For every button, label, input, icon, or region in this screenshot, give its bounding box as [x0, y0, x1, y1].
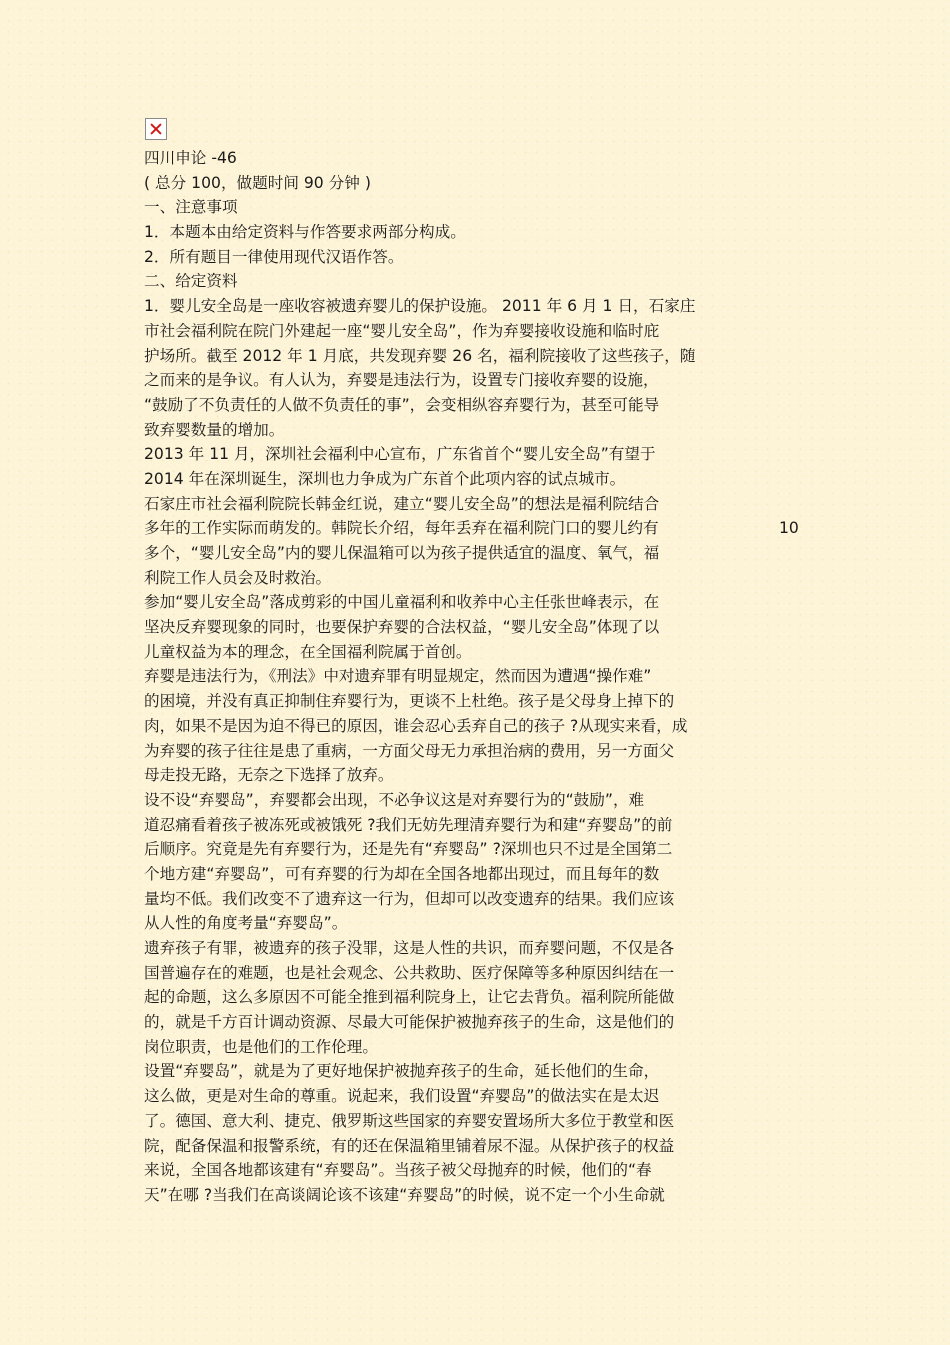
text-line-content: 的，就是千方百计调动资源、尽最大可能保护被抛弃孩子的生命，这是他们的	[144, 1013, 675, 1032]
text-line-content: 后顺序。究竟是先有弃婴行为，还是先有“弃婴岛” ?深圳也只不过是全国第二	[144, 840, 673, 859]
text-line-content: 2013 年 11 月，深圳社会福利中心宣布，广东省首个“婴儿安全岛”有望于	[144, 445, 656, 464]
exam-info: ( 总分 100，做题时间 90 分钟 )	[144, 173, 371, 192]
text-line	[144, 319, 814, 344]
text-line-content: 来说，全国各地都该建有“弃婴岛”。当孩子被父母抛弃的时候，他们的“春	[144, 1161, 652, 1180]
text-line	[144, 1035, 814, 1060]
document-body	[144, 195, 814, 1207]
text-line-content: 的困境，并没有真正抑制住弃婴行为，更谈不上杜绝。孩子是父母身上掉下的	[144, 692, 675, 711]
text-line-content: 这么做，更是对生命的尊重。说起来，我们设置“弃婴岛”的做法实在是太迟	[144, 1087, 660, 1106]
text-line-content: 天”在哪 ?当我们在高谈阔论该不该建“弃婴岛”的时候，说不定一个小生命就	[144, 1185, 665, 1204]
text-line	[144, 887, 814, 912]
text-line-content: 设置“弃婴岛”，就是为了更好地保护被抛弃孩子的生命，延长他们的生命，	[144, 1062, 660, 1081]
text-line-content: 了。德国、意大利、捷克、俄罗斯这些国家的弃婴安置场所大多位于教堂和医	[144, 1111, 675, 1130]
text-line-content: 母走投无路，无奈之下选择了放弃。	[144, 766, 394, 785]
text-line-content: 量均不低。我们改变不了遗弃这一行为，但却可以改变遗弃的结果。我们应该	[144, 889, 675, 908]
text-line	[144, 689, 814, 714]
text-line-content: 1．本题本由给定资料与作答要求两部分构成。	[144, 223, 466, 242]
text-line-content: 2．所有题目一律使用现代汉语作答。	[144, 247, 404, 266]
text-line	[144, 294, 814, 319]
text-line-content: 为弃婴的孩子往往是患了重病，一方面父母无力承担治病的费用，另一方面父	[144, 741, 675, 760]
text-line-content: 石家庄市社会福利院院长韩金红说，建立“婴儿安全岛”的想法是福利院结合	[144, 494, 660, 513]
text-line-content: 岗位职责，也是他们的工作伦理。	[144, 1037, 378, 1056]
text-line-content: 市社会福利院在院门外建起一座“婴儿安全岛”，作为弃婴接收设施和临时庇	[144, 321, 660, 340]
text-line	[144, 541, 814, 566]
text-line	[144, 516, 814, 541]
text-line	[144, 961, 814, 986]
text-line	[144, 985, 814, 1010]
text-line-content: 二、给定资料	[144, 272, 238, 291]
text-line	[144, 788, 814, 813]
text-line	[144, 1084, 814, 1109]
text-line	[144, 269, 814, 294]
text-line	[144, 664, 814, 689]
text-line-content: 护场所。截至 2012 年 1 月底，共发现弃婴 26 名，福利院接收了这些孩子，随	[144, 346, 696, 365]
text-line-content: 多年的工作实际而萌发的。韩院长介绍，每年丢弃在福利院门口的婴儿约有	[144, 519, 659, 538]
text-line	[144, 344, 814, 369]
text-line-content: 利院工作人员会及时救治。	[144, 568, 332, 587]
text-line	[144, 1158, 814, 1183]
text-line	[144, 813, 814, 838]
text-line-content: 起的命题，这么多原因不可能全推到福利院身上，让它去背负。福利院所能做	[144, 988, 675, 1007]
text-line	[144, 1059, 814, 1084]
text-line-content: 院，配备保温和报警系统，有的还在保温箱里铺着尿不湿。从保护孩子的权益	[144, 1136, 675, 1155]
doc-title: 四川申论 -46	[144, 149, 237, 167]
text-line	[144, 368, 814, 393]
text-line-content: 1．婴儿安全岛是一座收容被遗弃婴儿的保护设施。 2011 年 6 月 1 日，石家庄	[144, 297, 696, 316]
text-line	[144, 1010, 814, 1035]
text-line	[144, 936, 814, 961]
text-line-content: 多个，“婴儿安全岛”内的婴儿保温箱可以为孩子提供适宜的温度、氧气，福	[144, 544, 660, 562]
text-line-content: 参加“婴儿安全岛”落成剪彩的中国儿童福利和收养中心主任张世峰表示，在	[144, 593, 660, 612]
text-line	[144, 640, 814, 665]
text-line-content: 儿童权益为本的理念，在全国福利院属于首创。	[144, 642, 472, 661]
text-line	[144, 763, 814, 788]
text-line-content: 遗弃孩子有罪，被遗弃的孩子没罪，这是人性的共识，而弃婴问题，不仅是各	[144, 939, 675, 957]
text-line	[144, 418, 814, 443]
text-line-content: 肉，如果不是因为迫不得已的原因，谁会忍心丢弃自己的孩子 ?从现实来看，成	[144, 716, 688, 735]
text-line-content: 个地方建“弃婴岛”，可有弃婴的行为却在全国各地都出现过，而且每年的数	[144, 864, 660, 883]
text-line-content: 国普遍存在的难题，也是社会观念、公共救助、医疗保障等多种原因纠结在一	[144, 963, 675, 982]
text-line-content: 设不设“弃婴岛”，弃婴都会出现，不必争议这是对弃婴行为的“鼓励”，难	[144, 790, 645, 809]
text-line-content: 坚决反弃婴现象的同时，也要保护弃婴的合法权益，“婴儿安全岛”体现了以	[144, 618, 660, 637]
text-line-content: 一、注意事项	[144, 198, 238, 217]
text-line	[144, 195, 814, 220]
text-line	[144, 911, 814, 936]
text-line	[144, 590, 814, 615]
text-line	[144, 1183, 814, 1208]
text-line	[144, 220, 814, 245]
text-line-content: 致弃婴数量的增加。	[144, 420, 285, 439]
document-content	[144, 118, 814, 1208]
broken-image-icon	[145, 118, 167, 140]
text-line-content: 从人性的角度考量“弃婴岛”。	[144, 914, 348, 933]
text-line	[144, 739, 814, 764]
text-line	[144, 862, 814, 887]
text-line	[144, 492, 814, 517]
text-line	[144, 714, 814, 739]
text-line-content: 弃婴是违法行为，《刑法》中对遗弃罪有明显规定，然而因为遭遇“操作难”	[144, 667, 652, 686]
text-line-content: “鼓励了不负责任的人做不负责任的事”，会变相纵容弃婴行为，甚至可能导	[144, 395, 660, 414]
text-line-content: 2014 年在深圳诞生，深圳也力争成为广东首个此项内容的试点城市。	[144, 469, 626, 488]
text-line	[144, 615, 814, 640]
text-line	[144, 467, 814, 492]
text-line	[144, 1134, 814, 1159]
text-line-content: 道忍痛看着孩子被冻死或被饿死 ?我们无妨先理清弃婴行为和建“弃婴岛”的前	[144, 815, 673, 834]
text-line	[144, 393, 814, 418]
text-line	[144, 442, 814, 467]
text-line-content: 之而来的是争议。有人认为，弃婴是违法行为，设置专门接收弃婴的设施，	[144, 371, 659, 390]
text-line	[144, 245, 814, 270]
text-line	[144, 566, 814, 591]
text-line	[144, 1109, 814, 1134]
text-line-right-number: 10	[779, 519, 799, 538]
text-line	[144, 837, 814, 862]
